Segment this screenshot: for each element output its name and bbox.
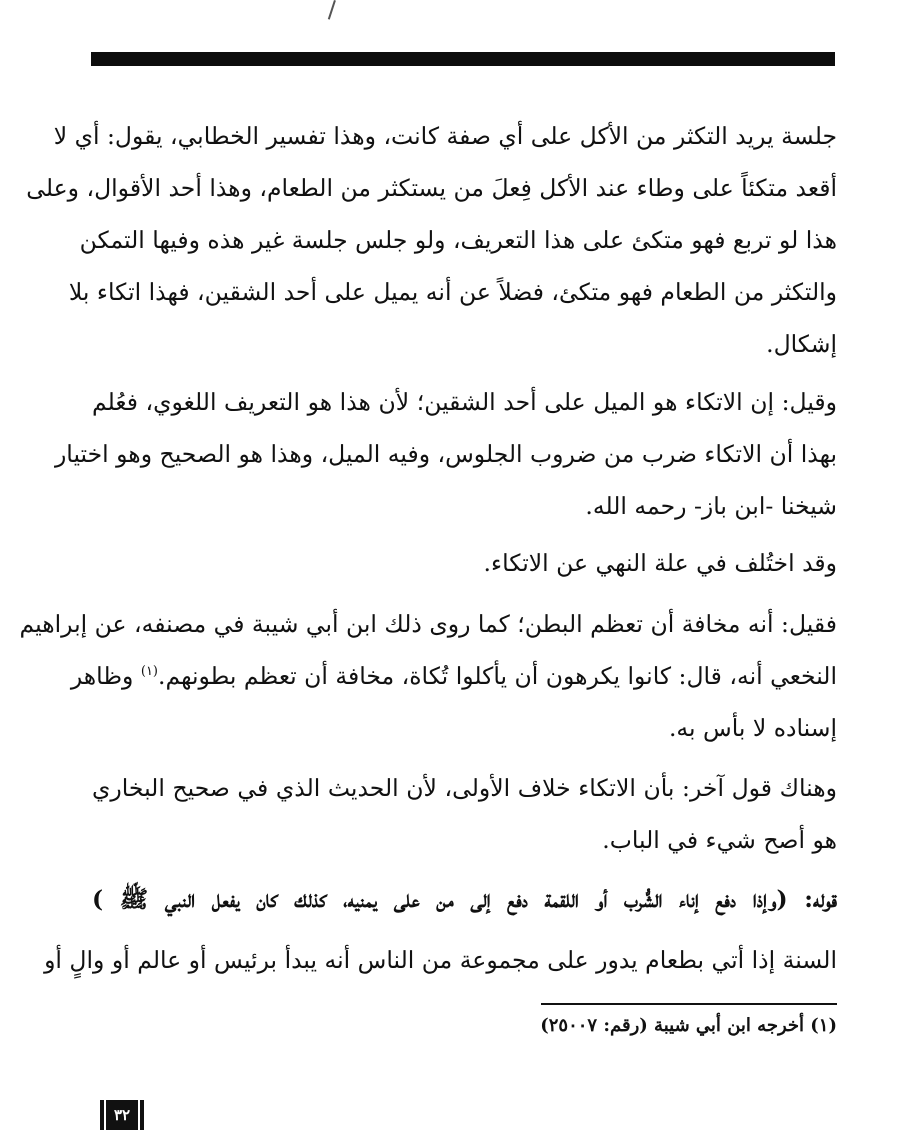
text-line: وقيل: إن الاتكاء هو الميل على أحد الشقين؛ لأن هذا هو التعريف اللغوي، فعُلم — [92, 388, 837, 416]
page-number: ٣٢ — [106, 1100, 138, 1130]
footnote: (١) أخرجه ابن أبي شيبة (رقم: ٢٥٠٠٧) — [540, 1015, 837, 1036]
paragraph-2 — [54, 376, 837, 532]
text-segment: وظاهر — [70, 662, 141, 690]
footnote-marker[interactable]: (١) — [140, 664, 158, 680]
paragraph-3 — [92, 537, 837, 589]
paragraph-5 — [92, 762, 837, 866]
text-line: بهذا أن الاتكاء ضرب من ضروب الجلوس، وفيه الميل، وهذا هو الصحيح وهو اختيار — [54, 440, 837, 468]
paragraph-4 — [19, 598, 837, 754]
text-line: وقد اختُلف في علة النهي عن الاتكاء. — [483, 549, 837, 577]
footnote-rule — [541, 1003, 837, 1005]
text-line: والتكثر من الطعام فهو متكئ، فضلاً عن أنه يميل على أحد الشقين، فهذا اتكاء بلا — [68, 278, 837, 306]
text-line: فقيل: أنه مخافة أن تعظم البطن؛ كما روى ذلك ابن أبي شيبة في مصنفه، عن إبراهيم — [19, 610, 837, 638]
text-line: شيخنا -ابن باز- رحمه الله. — [585, 492, 837, 520]
scan-mark — [328, 0, 336, 20]
text-line: هو أصح شيء في الباب. — [602, 826, 837, 854]
header-rule — [91, 52, 835, 66]
page-number-bar — [140, 1100, 144, 1130]
text-line: إشكال. — [766, 330, 837, 358]
text-segment: النخعي أنه، قال: كانوا يكرهون أن يأكلوا تُكاة، مخافة أن تعظم بطونهم. — [158, 662, 837, 690]
text-line — [70, 650, 837, 702]
text-line: وهناك قول آخر: بأن الاتكاء خلاف الأولى، لأن الحديث الذي في صحيح البخاري — [92, 774, 837, 802]
text-line: قوله: (وإذا دفع إناء الشُّرب أو اللقمة دفع إلى من على يمنيه، كذلك كان يفعل النبي ﷺ ) — [92, 885, 837, 913]
page-number-bar — [100, 1100, 104, 1130]
page-number-box — [93, 1100, 151, 1130]
paragraph-6 — [44, 934, 837, 986]
quote-heading — [92, 873, 837, 925]
text-line: السنة إذا أتي بطعام يدور على مجموعة من الناس أنه يبدأ برئيس أو عالم أو والٍ أو — [44, 946, 837, 974]
text-line: أقعد متكئاً على وطاء عند الأكل فِعلَ من يستكثر من الطعام، وهذا أحد الأقوال، وعلى — [26, 174, 837, 202]
text-line: جلسة يريد التكثر من الأكل على أي صفة كانت، وهذا تفسير الخطابي، يقول: أي لا — [53, 122, 837, 150]
text-line: هذا لو تربع فهو متكئ على هذا التعريف، ولو جلس جلسة غير هذه وفيها التمكن — [79, 226, 837, 254]
paragraph-1 — [26, 110, 837, 370]
text-line: إسناده لا بأس به. — [668, 714, 837, 742]
